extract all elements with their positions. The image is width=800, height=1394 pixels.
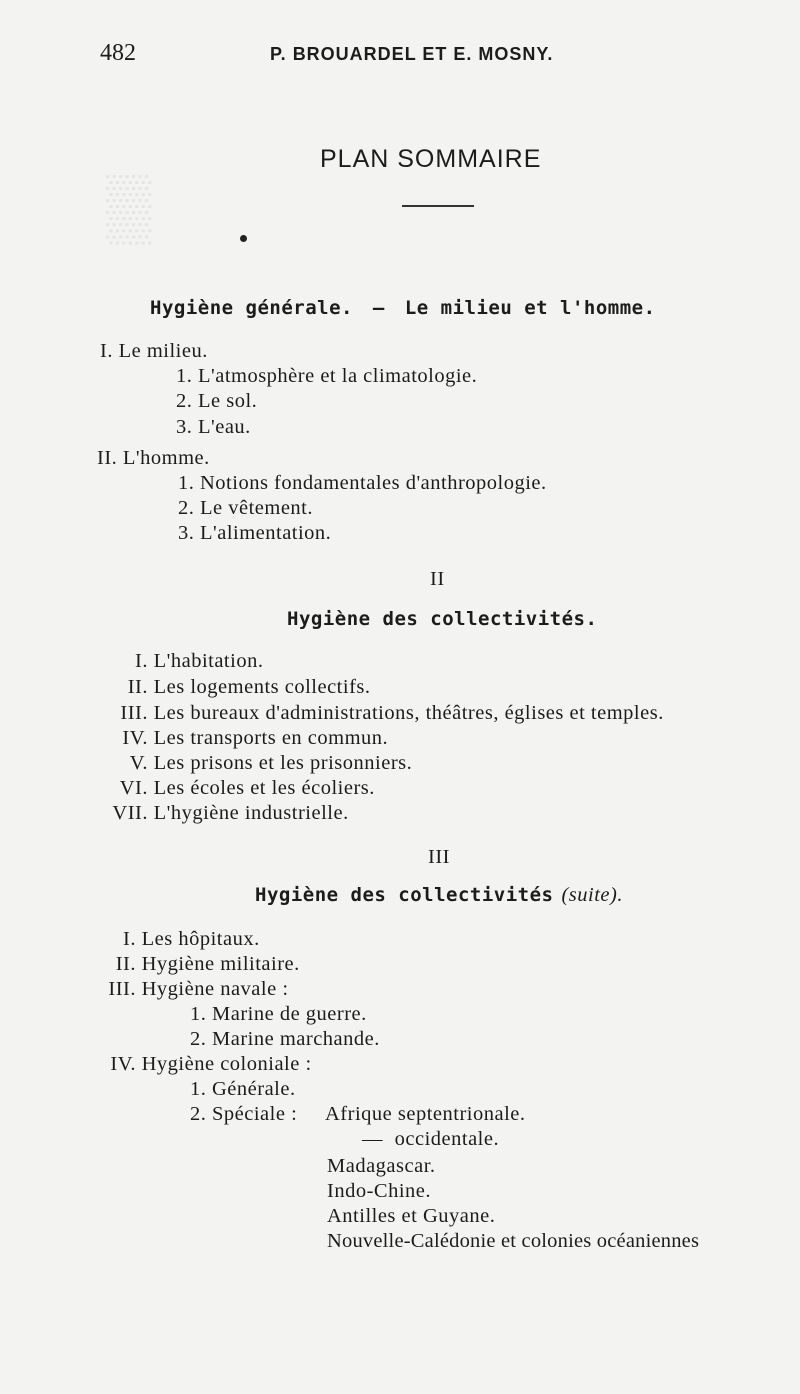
subitem-number: 3.	[176, 416, 193, 438]
subitem-label: Générale.	[212, 1078, 296, 1100]
section1-heading-left: Hygiène générale.	[150, 297, 353, 319]
item-label: Les logements collectifs.	[153, 676, 371, 698]
subitem-number: 3.	[178, 522, 195, 544]
list-item	[120, 650, 263, 673]
list-item	[97, 447, 210, 470]
item-label: Les écoles et les écoliers.	[153, 777, 375, 799]
list-subitem	[178, 472, 547, 495]
list-item	[98, 802, 349, 825]
subitem-number: 2.	[176, 390, 193, 412]
item-number: II.	[127, 676, 148, 698]
list-subitem	[190, 1003, 367, 1026]
item-label: L'homme.	[122, 447, 210, 469]
item-label: L'hygiène industrielle.	[153, 802, 349, 824]
list-subitem	[176, 416, 251, 439]
list-subitem	[190, 1103, 297, 1126]
item-number: I.	[100, 340, 113, 362]
subitem-number: 1.	[178, 472, 195, 494]
colony-line: — occidentale.	[362, 1128, 500, 1150]
section3-heading	[255, 884, 623, 907]
subitem-label: Spéciale :	[212, 1103, 298, 1125]
ink-speck	[240, 235, 247, 242]
section1-heading-dash: —	[372, 297, 385, 319]
subitem-label: Marine marchande.	[212, 1028, 380, 1050]
item-label: Hygiène militaire.	[141, 953, 300, 975]
item-number: IV.	[110, 1053, 136, 1075]
subitem-number: 1.	[176, 365, 193, 387]
item-number: II.	[115, 953, 136, 975]
item-number: I.	[135, 650, 148, 672]
list-subitem	[178, 522, 331, 545]
list-subitem	[190, 1078, 296, 1101]
page-number: 482	[100, 40, 136, 66]
list-subitem	[178, 497, 313, 520]
colony-line: Madagascar.	[327, 1155, 436, 1177]
list-item	[100, 340, 208, 363]
page-title: PLAN SOMMAIRE	[320, 145, 542, 173]
subitem-label: L'eau.	[198, 416, 251, 438]
colony-line: Indo-Chine.	[327, 1180, 431, 1202]
item-number: II.	[97, 447, 118, 469]
list-item	[106, 752, 412, 775]
title-rule	[402, 205, 474, 207]
item-label: Les bureaux d'administrations, théâtres, églises et temples.	[153, 702, 664, 724]
section2-heading: Hygiène des collectivités.	[287, 608, 598, 630]
list-subitem	[176, 390, 257, 413]
list-item	[106, 727, 388, 750]
colony-line: Afrique septentrionale.	[325, 1103, 526, 1125]
item-label: Les transports en commun.	[153, 727, 389, 749]
item-number: III.	[108, 978, 136, 1000]
list-item	[112, 928, 260, 951]
item-label: Hygiène navale :	[141, 978, 289, 1000]
subitem-label: Notions fondamentales d'anthropologie.	[200, 472, 547, 494]
item-number: III.	[120, 702, 148, 724]
item-number: V.	[129, 752, 148, 774]
subitem-label: L'atmosphère et la climatologie.	[198, 365, 478, 387]
section3-numeral: III	[428, 846, 450, 868]
item-number: IV.	[122, 727, 148, 749]
list-subitem	[176, 365, 477, 388]
subitem-label: L'alimentation.	[200, 522, 332, 544]
subitem-label: Le vêtement.	[200, 497, 314, 519]
section3-heading-text: Hygiène des collectivités	[255, 884, 554, 906]
list-item	[106, 702, 664, 725]
item-label: Les hôpitaux.	[141, 928, 260, 950]
section1-heading	[150, 297, 656, 319]
list-subitem	[190, 1028, 380, 1051]
subitem-number: 2.	[190, 1028, 207, 1050]
list-item	[100, 1053, 312, 1076]
item-label: Hygiène coloniale :	[141, 1053, 312, 1075]
colony-line: Nouvelle-Calédonie et colonies océaniennes	[327, 1230, 700, 1252]
section1-heading-right: Le milieu et l'homme.	[404, 297, 656, 319]
running-title: P. BROUARDEL ET E. MOSNY.	[270, 44, 554, 64]
list-item	[100, 978, 289, 1001]
subitem-number: 2.	[190, 1103, 207, 1125]
list-item	[102, 777, 375, 800]
list-item	[120, 676, 371, 699]
item-number: VII.	[112, 802, 148, 824]
item-label: L'habitation.	[153, 650, 264, 672]
colony-line: Antilles et Guyane.	[327, 1205, 496, 1227]
item-number: I.	[123, 928, 136, 950]
subitem-label: Le sol.	[198, 390, 258, 412]
item-label: Les prisons et les prisonniers.	[153, 752, 413, 774]
item-label: Le milieu.	[118, 340, 208, 362]
subitem-number: 1.	[190, 1003, 207, 1025]
section3-heading-suffix: (suite).	[561, 884, 623, 906]
section2-numeral: II	[430, 568, 445, 590]
subitem-number: 2.	[178, 497, 195, 519]
subitem-number: 1.	[190, 1078, 207, 1100]
item-number: VI.	[119, 777, 148, 799]
subitem-label: Marine de guerre.	[212, 1003, 367, 1025]
list-item	[106, 953, 300, 976]
bleed-through-mark: ▒	[100, 171, 152, 242]
